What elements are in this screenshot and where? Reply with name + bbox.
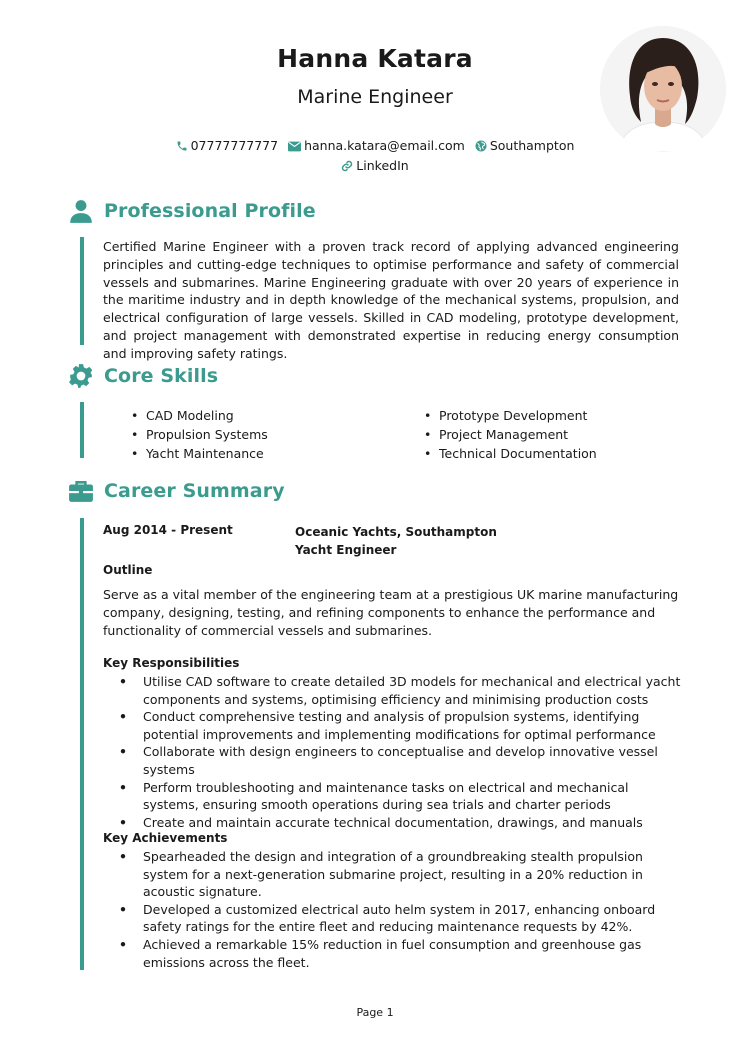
phone-text: 07777777777 bbox=[190, 138, 279, 153]
responsibilities-list bbox=[103, 673, 683, 831]
responsibilities-heading: Key Responsibilities bbox=[103, 656, 240, 670]
skill-item: • Project Management bbox=[421, 425, 651, 444]
list-item: • Achieved a remarkable 15% reduction in fuel consumption and greenhouse gas emissions across the fleet. bbox=[103, 936, 683, 971]
section-title-profile: Professional Profile bbox=[104, 200, 316, 222]
list-item: • Developed a customized electrical auto helm system in 2017, enhancing onboard safety ratings for the entire fleet and reducing maintenance requests by 42%. bbox=[103, 901, 683, 936]
email-text: hanna.katara@email.com bbox=[304, 138, 465, 153]
gear-icon bbox=[68, 363, 94, 389]
list-item: • Collaborate with design engineers to conceptualise and develop innovative vessel systems bbox=[103, 743, 683, 778]
user-icon bbox=[68, 198, 94, 224]
candidate-title: Marine Engineer bbox=[297, 86, 453, 108]
candidate-name: Hanna Katara bbox=[277, 44, 473, 73]
envelope-icon bbox=[288, 141, 301, 152]
link-icon bbox=[341, 160, 353, 172]
list-item: • Utilise CAD software to create detailed 3D models for mechanical and electrical yacht components and systems, optimising efficiency and minimising production costs bbox=[103, 673, 683, 708]
globe-icon bbox=[475, 140, 487, 152]
list-item: • Perform troubleshooting and maintenance tasks on electrical and mechanical systems, ensuring smooth operations during sea trials and charter periods bbox=[103, 779, 683, 814]
briefcase-icon bbox=[68, 478, 94, 504]
skill-item: • Technical Documentation bbox=[421, 444, 651, 463]
achievements-list bbox=[103, 848, 683, 971]
achievements-heading: Key Achievements bbox=[103, 831, 228, 845]
job-role: Yacht Engineer bbox=[295, 543, 397, 557]
outline-text: Serve as a vital member of the engineering team at a prestigious UK marine manufacturing company, designing, testing, and refining components to enhance the performance and functionality of commercial vessels and submarines. bbox=[103, 587, 679, 638]
job-company: Oceanic Yachts, Southampton bbox=[295, 525, 497, 539]
phone-icon bbox=[176, 140, 188, 152]
section-bar-profile bbox=[80, 237, 84, 345]
list-item: • Spearheaded the design and integration of a groundbreaking stealth propulsion system for a next-generation submarine project, resulting in a 20% reduction in acoustic signature. bbox=[103, 848, 683, 901]
skill-item: • Propulsion Systems bbox=[128, 425, 421, 444]
list-item: • Create and maintain accurate technical documentation, drawings, and manuals bbox=[103, 814, 683, 832]
location-text: Southampton bbox=[489, 138, 575, 153]
contact-phone[interactable] bbox=[176, 136, 278, 156]
section-bar-skills bbox=[80, 402, 84, 458]
section-title-skills: Core Skills bbox=[104, 365, 219, 387]
skill-item: • CAD Modeling bbox=[128, 406, 421, 425]
contact-email[interactable] bbox=[288, 136, 465, 156]
outline-heading: Outline bbox=[103, 563, 153, 577]
contact-linkedin[interactable] bbox=[341, 156, 408, 176]
page-number: Page 1 bbox=[356, 1006, 394, 1019]
profile-photo bbox=[600, 26, 726, 152]
linkedin-text: LinkedIn bbox=[356, 158, 409, 173]
contact-location bbox=[475, 136, 575, 156]
job-employer bbox=[295, 523, 497, 559]
section-title-career: Career Summary bbox=[104, 480, 285, 502]
skills-list bbox=[128, 406, 648, 463]
profile-summary: Certified Marine Engineer with a proven track record of applying advanced engineering principles and cutting-edge techniques to optimise performance and safety of commercial vessels and submarines. Marine Engineering graduate with over 20 years of experience in the maritime industry and in depth knowledge of the mechanical systems, propulsion, and electrical configuration of large vessels. Skilled in CAD modeling, prototype development, and project management with demonstrated expertise in reducing energy consumption and improving safety ratings. bbox=[103, 239, 679, 361]
skill-item: • Yacht Maintenance bbox=[128, 444, 421, 463]
job-dates: Aug 2014 - Present bbox=[103, 523, 233, 537]
section-bar-career bbox=[80, 518, 84, 970]
skill-item: • Prototype Development bbox=[421, 406, 651, 425]
list-item: • Conduct comprehensive testing and analysis of propulsion systems, identifying potential improvements and implementing modifications for optimal performance bbox=[103, 708, 683, 743]
